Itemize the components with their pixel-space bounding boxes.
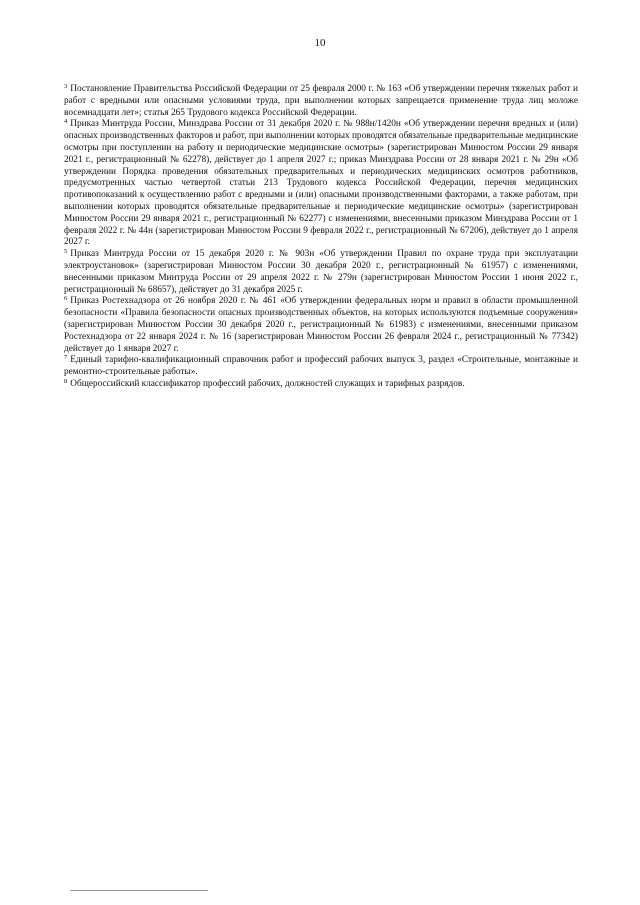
footnote-number: 7 [64, 354, 68, 362]
footnote-number: 5 [64, 248, 68, 256]
footnote-text: Приказ Минтруда России от 15 декабря 2020 г. № 903н «Об утверждении Правил по охране труда при эксплуатации электроустановок» (зарегистрирован Минюстом России 30 декабря 2020 г., регистрационный № 61957) с изменениями, внесенными приказом Минтруда России от 29 апреля 2022 г. № 279н (зарегистрирован Минюстом России 1 июня 2022 г., регистрационный № 68657), действует до 31 декабря 2025 г. [64, 249, 578, 295]
footnote [64, 84, 578, 119]
footnote-text: Приказ Минтруда России, Минздрава России от 31 декабря 2020 г. № 988н/1420н «Об утверждении перечня вредных и (или) опасных производственных факторов и работ, при выполнении которых проводятся обязательные предварительные медицинские осмотры при поступлении на работу и периодические медицинские осмотры» (зарегистрирован Минюстом России 29 января 2021 г., регистрационный № 62278), действует до 1 апреля 2027 г.; приказ Минздрава России от 28 января 2021 г. № 29н «Об утверждении Порядка проведения обязательных предварительных и периодических медицинских осмотров работников, предусмотренных частью четвертой статьи 213 Трудового кодекса Российской Федерации, перечня медицинских противопоказаний к осуществлению работ с вредными и (или) опасными производственными факторами, а также работам, при выполнении которых проводятся обязательные предварительные и периодические медицинские осмотры» (зарегистрирован Минюстом России 29 января 2021 г., регистрационный № 62277) с изменениями, внесенными приказом Минздрава России от 1 февраля 2022 г. № 44н (зарегистрирован Минюстом России 9 февраля 2022 г., регистрационный № 67206), действует до 1 апреля 2027 г. [64, 119, 578, 248]
footnote [64, 296, 578, 355]
footnotes-block [64, 84, 578, 391]
footnote-text: Приказ Ростехнадзора от 26 ноября 2020 г. № 461 «Об утверждении федеральных норм и правил в области промышленной безопасности «Правила безопасности опасных производственных объектов, на которых используются подъемные сооружения» (зарегистрирован Минюстом России 30 декабря 2020 г., регистрационный № 61983) с изменениями, внесенными приказом Ростехнадзора от 22 января 2024 г. № 16 (зарегистрирован Минюстом России 26 февраля 2024 г., регистрационный № 77342) действует до 1 января 2027 г. [64, 296, 578, 354]
footnote-number: 4 [64, 118, 68, 126]
footnote [64, 355, 578, 379]
footnote-text: Единый тарифно-квалификационный справочник работ и профессий рабочих выпуск 3, раздел «Строительные, монтажные и ремонтно-строительные работы». [64, 355, 578, 378]
footnote [64, 249, 578, 296]
footnote [64, 119, 578, 249]
footnote-number: 8 [64, 377, 68, 385]
bottom-divider [70, 890, 208, 891]
footnote-text: Общероссийский классификатор профессий рабочих, должностей служащих и тарифных разрядов. [70, 378, 465, 389]
footnote-number: 6 [64, 295, 68, 303]
page-number: 10 [314, 37, 326, 49]
footnote-text: Постановление Правительства Российской Федерации от 25 февраля 2000 г. № 163 «Об утверждении перечня тяжелых работ и работ с вредными или опасными условиями труда, при выполнении которых запрещается применение труда лиц моложе восемнадцати лет»; статья 265 Трудового кодекса Российской Федерации. [64, 84, 578, 118]
footnote-number: 3 [64, 83, 68, 90]
footnote [64, 379, 578, 391]
